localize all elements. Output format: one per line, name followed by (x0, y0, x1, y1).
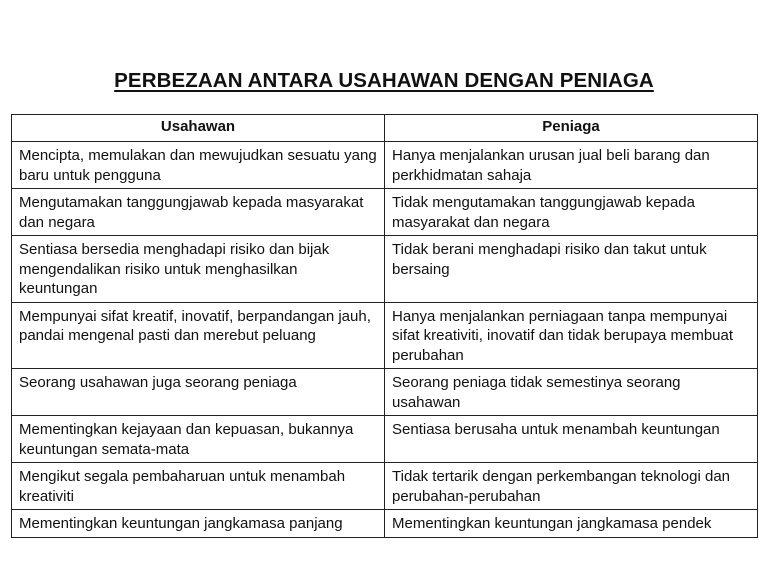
table-cell-peniaga: Tidak tertarik dengan perkembangan teknologi dan perubahan-perubahan (385, 463, 758, 510)
table-cell-peniaga: Hanya menjalankan urusan jual beli barang dan perkhidmatan sahaja (385, 142, 758, 189)
table-row (12, 416, 758, 463)
table-cell-usahawan: Mencipta, memulakan dan mewujudkan sesuatu yang baru untuk pengguna (12, 142, 385, 189)
column-header-usahawan: Usahawan (12, 115, 385, 142)
table-cell-usahawan: Sentiasa bersedia menghadapi risiko dan bijak mengendalikan risiko untuk menghasilkan keuntungan (12, 236, 385, 303)
comparison-table (11, 114, 758, 538)
table-cell-peniaga: Mementingkan keuntungan jangkamasa pendek (385, 510, 758, 538)
table-row (12, 369, 758, 416)
table-cell-usahawan: Mengutamakan tanggungjawab kepada masyarakat dan negara (12, 189, 385, 236)
table-cell-peniaga: Sentiasa berusaha untuk menambah keuntungan (385, 416, 758, 463)
table-cell-usahawan: Mengikut segala pembaharuan untuk menambah kreativiti (12, 463, 385, 510)
table-cell-peniaga: Tidak berani menghadapi risiko dan takut untuk bersaing (385, 236, 758, 303)
table-row (12, 302, 758, 369)
column-header-peniaga: Peniaga (385, 115, 758, 142)
table-cell-peniaga: Tidak mengutamakan tanggungjawab kepada masyarakat dan negara (385, 189, 758, 236)
table-row (12, 189, 758, 236)
table-row (12, 463, 758, 510)
page-title: PERBEZAAN ANTARA USAHAWAN DENGAN PENIAGA (114, 69, 654, 92)
table-row (12, 236, 758, 303)
table-row (12, 510, 758, 538)
table-cell-usahawan: Mempunyai sifat kreatif, inovatif, berpandangan jauh, pandai mengenal pasti dan merebut peluang (12, 302, 385, 369)
table-cell-usahawan: Mementingkan keuntungan jangkamasa panjang (12, 510, 385, 538)
table-header-row (12, 115, 758, 142)
table-row (12, 142, 758, 189)
table-cell-peniaga: Seorang peniaga tidak semestinya seorang usahawan (385, 369, 758, 416)
table-cell-peniaga: Hanya menjalankan perniagaan tanpa mempunyai sifat kreativiti, inovatif dan tidak berupaya membuat perubahan (385, 302, 758, 369)
table-cell-usahawan: Seorang usahawan juga seorang peniaga (12, 369, 385, 416)
table-cell-usahawan: Mementingkan kejayaan dan kepuasan, bukannya keuntungan semata-mata (12, 416, 385, 463)
